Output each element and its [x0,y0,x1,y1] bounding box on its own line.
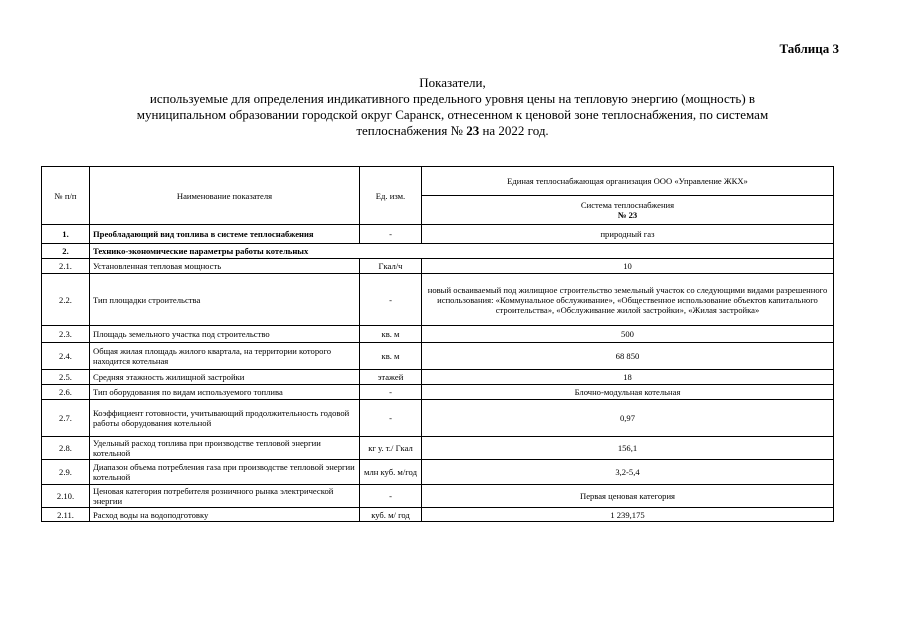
row-unit: - [360,400,422,437]
table-row [42,437,834,460]
table-row [42,343,834,370]
indicators-table [41,166,834,522]
row-name: Технико-экономические параметры работы котельных [90,244,834,259]
row-unit: млн куб. м/год [360,460,422,485]
header-system-line2: № 23 [617,210,638,220]
row-unit: куб. м/ год [360,508,422,522]
row-name: Площадь земельного участка под строительство [90,326,360,343]
row-unit: Гкал/ч [360,259,422,274]
row-num: 2.3. [42,326,90,343]
title-line-1: Показатели, [419,75,486,90]
title-line-4-suffix: на 2022 год. [479,123,549,138]
row-value: 18 [422,370,834,385]
row-value: Блочно-модульная котельная [422,385,834,400]
table-row [42,244,834,259]
row-num: 2.9. [42,460,90,485]
header-system-line1: Система теплоснабжения [580,200,675,210]
table-row [42,485,834,508]
title-line-3: муниципальном образовании городской округ Саранск, отнесенном к ценовой зоне теплоснабжения, по системам [136,107,769,122]
header-name: Наименование показателя [90,167,360,225]
row-unit: этажей [360,370,422,385]
row-name: Средняя этажность жилищной застройки [90,370,360,385]
row-value: 1 239,175 [422,508,834,522]
row-value: природный газ [422,225,834,244]
title-system-number: 23 [466,123,480,138]
row-name: Ценовая категория потребителя розничного рынка электрической энергии [90,485,360,508]
row-name: Расход воды на водоподготовку [90,508,360,522]
table-row [42,259,834,274]
row-value: 10 [422,259,834,274]
row-value: 3,2-5,4 [422,460,834,485]
header-num: № п/п [42,167,90,225]
table-label: Таблица 3 [779,41,839,56]
table-header-row [42,167,834,196]
title-line-2: используемые для определения индикативного предельного уровня цены на тепловую энергию (мощность) в [149,91,756,106]
table-row [42,508,834,522]
row-num: 2.7. [42,400,90,437]
row-num: 2.2. [42,274,90,326]
table-row [42,326,834,343]
row-num: 2.4. [42,343,90,370]
row-name: Тип оборудования по видам используемого топлива [90,385,360,400]
row-name: Удельный расход топлива при производстве тепловой энергии котельной [90,437,360,460]
row-value: 500 [422,326,834,343]
table-row [42,274,834,326]
row-name: Диапазон объема потребления газа при производстве тепловой энергии котельной [90,460,360,485]
row-unit: кв. м [360,343,422,370]
row-unit: - [360,225,422,244]
row-value: 156,1 [422,437,834,460]
row-value: новый осваиваемый под жилищное строительство земельный участок со следующими видами разрешенного использования: «Коммунальное обслуживание», «Общественное использование объектов капитального строительства», «Обслуживание жилой застройки», «Жилая застройка» [422,274,834,326]
row-value: 68 850 [422,343,834,370]
table-row [42,370,834,385]
row-name: Коэффициент готовности, учитывающий продолжительность годовой работы оборудования котельной [90,400,360,437]
row-num: 2.5. [42,370,90,385]
header-unit: Ед. изм. [360,167,422,225]
table-row [42,400,834,437]
row-unit: кг у. т./ Гкал [360,437,422,460]
row-name: Тип площадки строительства [90,274,360,326]
row-num: 2.10. [42,485,90,508]
row-num: 2.11. [42,508,90,522]
row-num: 2.1. [42,259,90,274]
title-line-4 [80,123,825,139]
header-org: Единая теплоснабжающая организация ООО «Управление ЖКХ» [422,167,834,196]
row-value: Первая ценовая категория [422,485,834,508]
table-row [42,225,834,244]
row-num: 2.8. [42,437,90,460]
row-unit: - [360,485,422,508]
table-row [42,460,834,485]
row-name: Установленная тепловая мощность [90,259,360,274]
row-unit: кв. м [360,326,422,343]
document-title [80,75,825,139]
row-unit: - [360,274,422,326]
row-num: 2. [42,244,90,259]
row-num: 2.6. [42,385,90,400]
row-value: 0,97 [422,400,834,437]
title-line-4-prefix: теплоснабжения № [356,123,467,138]
header-system [422,196,834,225]
row-unit: - [360,385,422,400]
row-name: Преобладающий вид топлива в системе теплоснабжения [90,225,360,244]
row-name: Общая жилая площадь жилого квартала, на территории которого находится котельная [90,343,360,370]
table-row [42,385,834,400]
row-num: 1. [42,225,90,244]
